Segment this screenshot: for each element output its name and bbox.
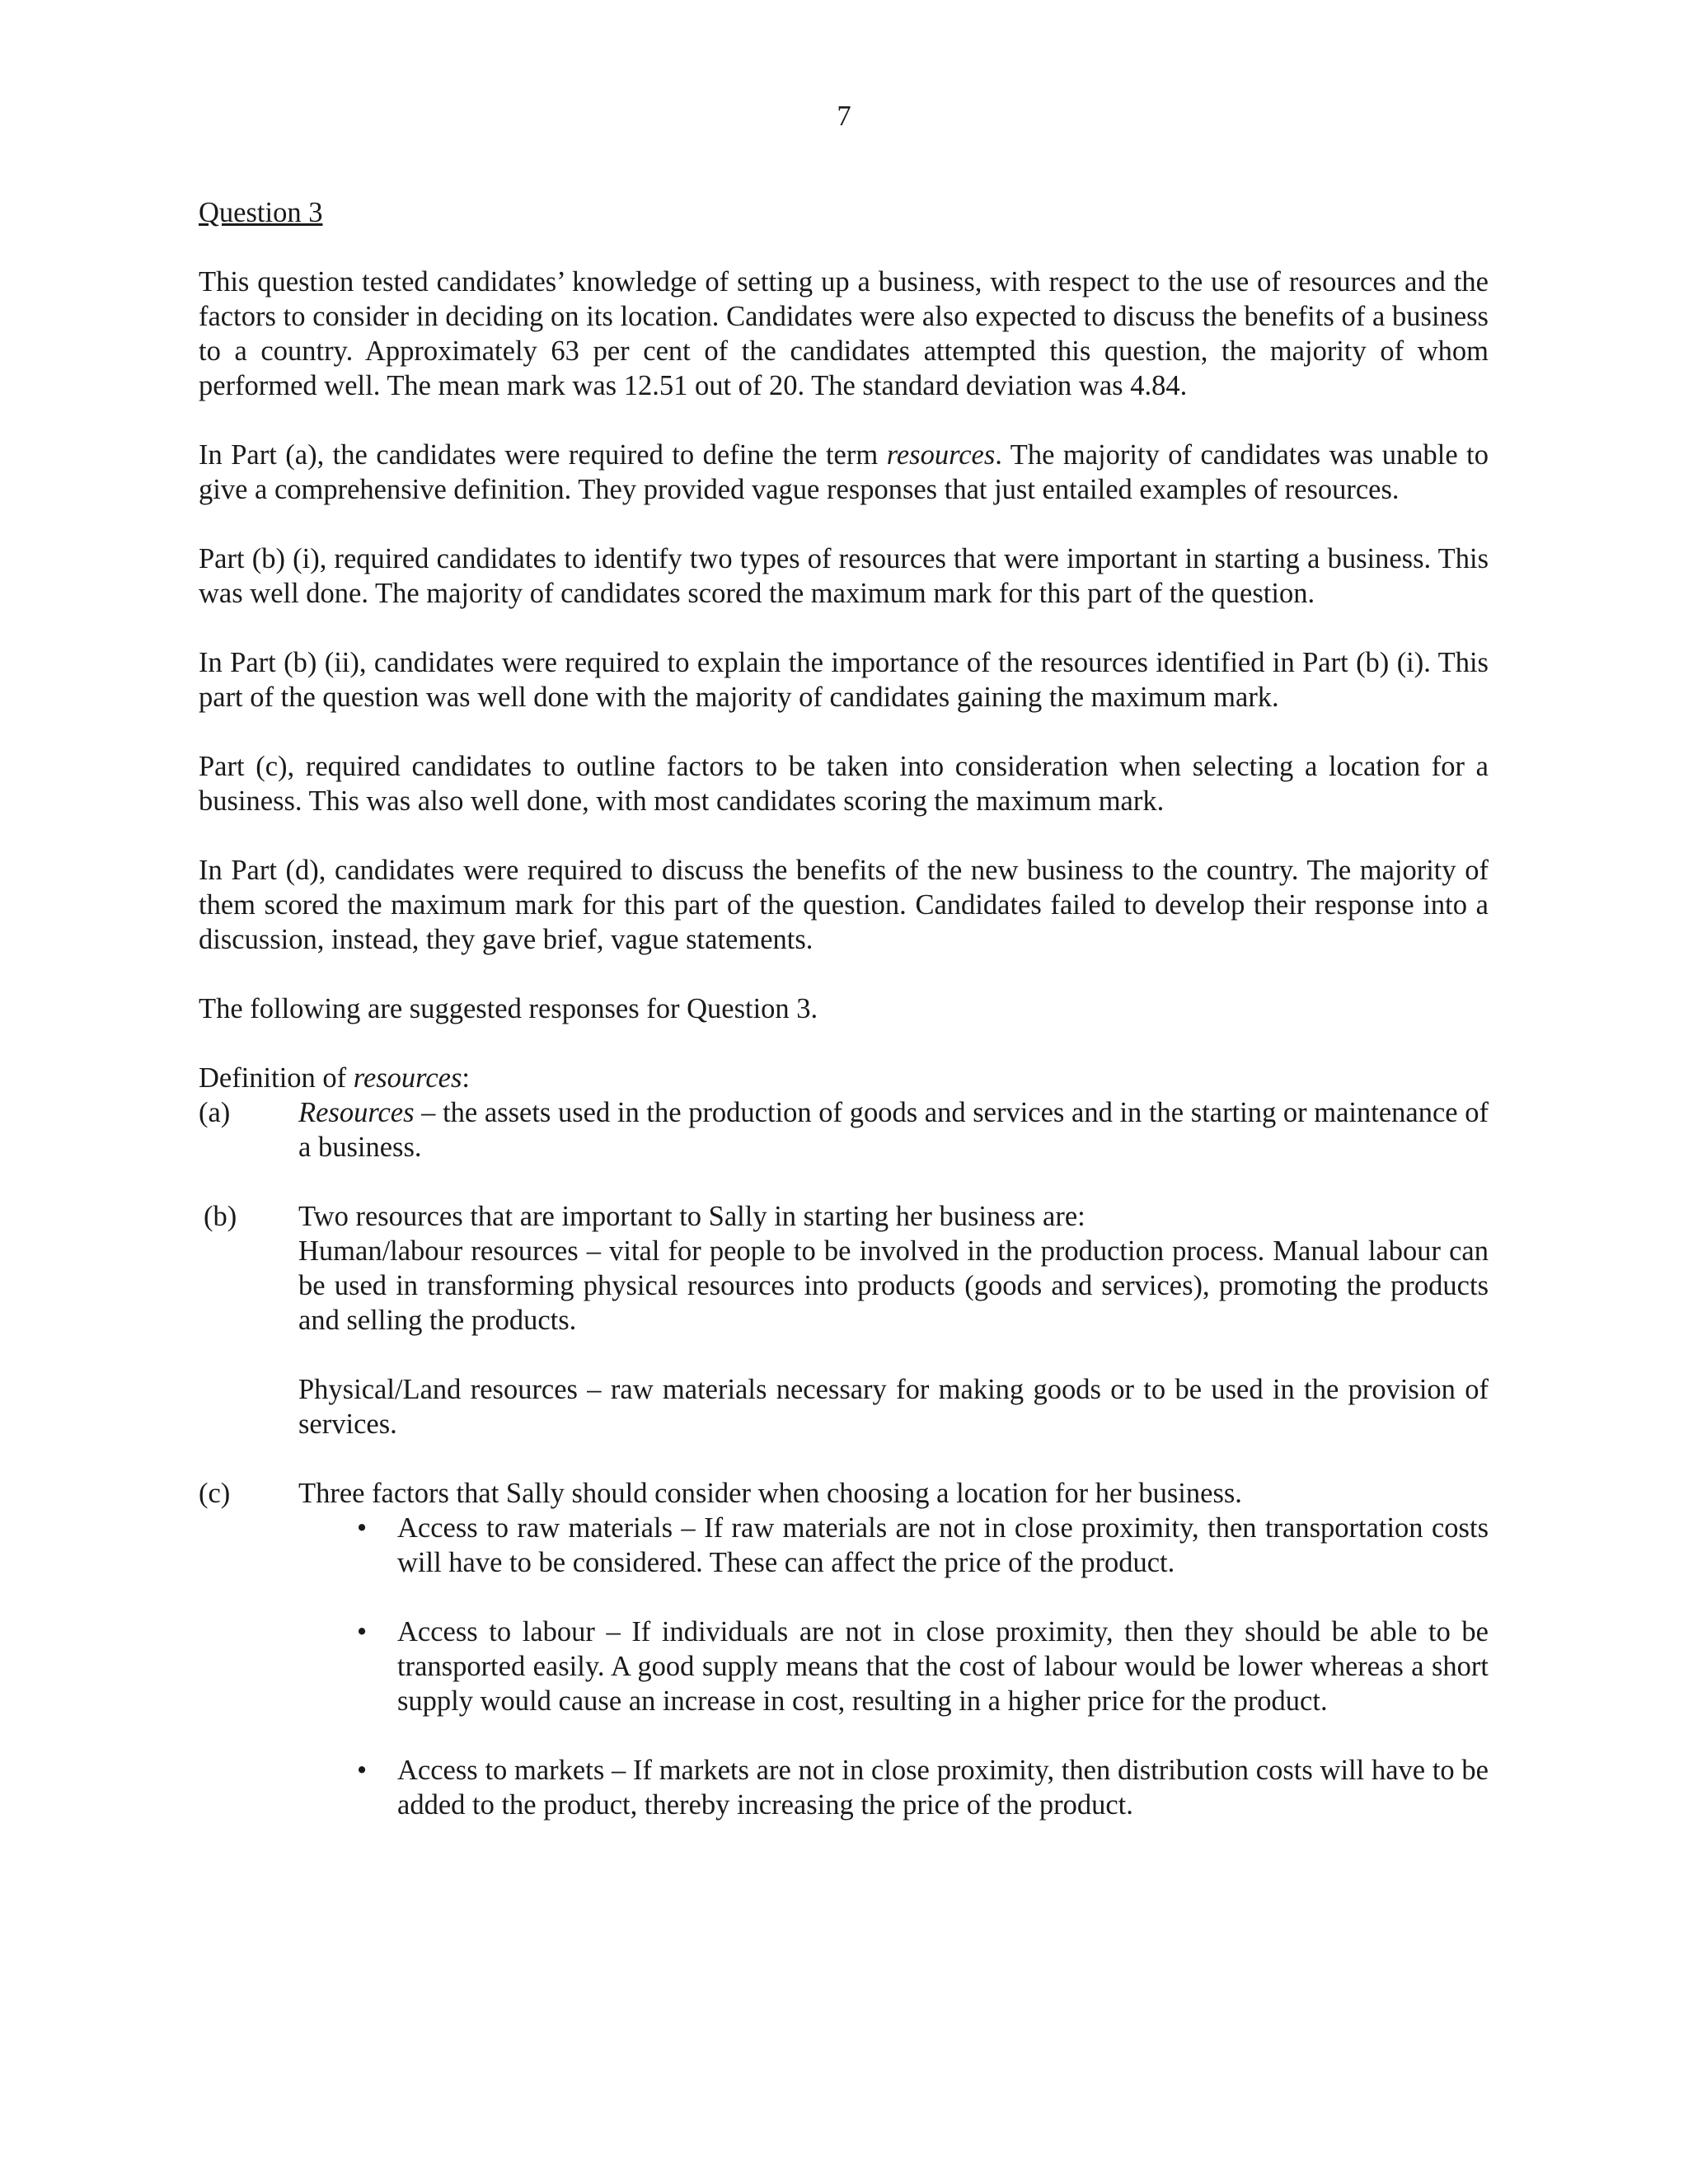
part-a-text-after: . The majority of candidates was unable to give a comprehensive definition. They provided vague responses that just entailed examples of resources. bbox=[199, 439, 1489, 505]
part-a-text-before: In Part (a), the candidates were required to define the term bbox=[199, 439, 887, 471]
part-b-i-comment: Part (b) (i), required candidates to identify two types of resources that were important in starting a business. This was well done. The majority of candidates scored the maximum mark for this part of the question. bbox=[199, 543, 1489, 609]
response-c bbox=[199, 1476, 1489, 1822]
part-a-comment bbox=[199, 438, 1489, 507]
response-b bbox=[199, 1199, 1489, 1441]
response-c-intro: Three factors that Sally should consider when choosing a location for her business. bbox=[298, 1478, 1242, 1509]
response-b-marker: (b) bbox=[204, 1201, 237, 1232]
definition-label bbox=[199, 1061, 1489, 1095]
response-b-human-resources: Human/labour resources – vital for people to be involved in the production process. Manual labour can be used in transforming physical resources into products (goods and services), promoting the products and selling the products. bbox=[298, 1235, 1489, 1336]
part-d-comment: In Part (d), candidates were required to discuss the benefits of the new business to the country. The majority of them scored the maximum mark for this part of the question. Candidates failed to develop their response into a discussion, instead, they gave brief, vague statements. bbox=[199, 855, 1489, 955]
list-item bbox=[298, 1615, 1489, 1718]
response-b-intro: Two resources that are important to Sally in starting her business are: bbox=[298, 1201, 1085, 1232]
bullet-icon: • bbox=[357, 1512, 368, 1544]
factor-labour: Access to labour – If individuals are not in close proximity, then they should be able to be transported easily. A good supply means that the cost of labour would be lower whereas a short supply would cause an increase in cost, resulting in a higher price for the product. bbox=[397, 1616, 1489, 1717]
location-factors-list bbox=[298, 1511, 1489, 1822]
response-a-term: Resources bbox=[298, 1097, 415, 1128]
factor-raw-materials: Access to raw materials – If raw materials are not in close proximity, then transportation costs will have to be considered. These can affect the price of the product. bbox=[397, 1512, 1489, 1578]
bullet-icon: • bbox=[357, 1616, 368, 1647]
factor-markets: Access to markets – If markets are not in close proximity, then distribution costs will have to be added to the product, thereby increasing the price of the product. bbox=[397, 1755, 1489, 1821]
bullet-icon: • bbox=[357, 1755, 368, 1786]
question-heading: Question 3 bbox=[199, 197, 323, 228]
page-number: 7 bbox=[837, 101, 851, 132]
intro-paragraph: This question tested candidates’ knowledge of setting up a business, with respect to the use of resources and the factors to consider in deciding on its location. Candidates were also expected to discuss the benefits of a business to a country. Approximately 63 per cent of the candidates attempted this question, the majority of whom performed well. The mean mark was 12.51 out of 20. The standard deviation was 4.84. bbox=[199, 266, 1489, 401]
response-b-physical-resources: Physical/Land resources – raw materials necessary for making goods or to be used in the provision of services. bbox=[298, 1374, 1489, 1440]
list-item bbox=[298, 1753, 1489, 1822]
response-a-marker: (a) bbox=[199, 1097, 231, 1128]
response-a-definition: – the assets used in the production of goods and services and in the starting or maintenance of a business. bbox=[298, 1097, 1489, 1163]
report-body bbox=[199, 195, 1489, 1822]
response-a bbox=[199, 1095, 1489, 1165]
definition-label-after: : bbox=[462, 1062, 470, 1094]
part-c-comment: Part (c), required candidates to outline factors to be taken into consideration when selecting a location for a business. This was also well done, with most candidates scoring the maximum mark. bbox=[199, 751, 1489, 817]
part-b-ii-comment: In Part (b) (ii), candidates were required to explain the importance of the resources identified in Part (b) (i). This part of the question was well done with the majority of candidates gaining the maximum mark. bbox=[199, 647, 1489, 713]
response-c-marker: (c) bbox=[199, 1478, 231, 1509]
suggested-responses-intro: The following are suggested responses for Question 3. bbox=[199, 993, 818, 1024]
definition-label-before: Definition of bbox=[199, 1062, 354, 1094]
list-item bbox=[298, 1511, 1489, 1580]
part-a-term: resources bbox=[886, 439, 996, 471]
definition-label-term: resources bbox=[353, 1062, 462, 1094]
response-a-text bbox=[298, 1095, 1489, 1165]
